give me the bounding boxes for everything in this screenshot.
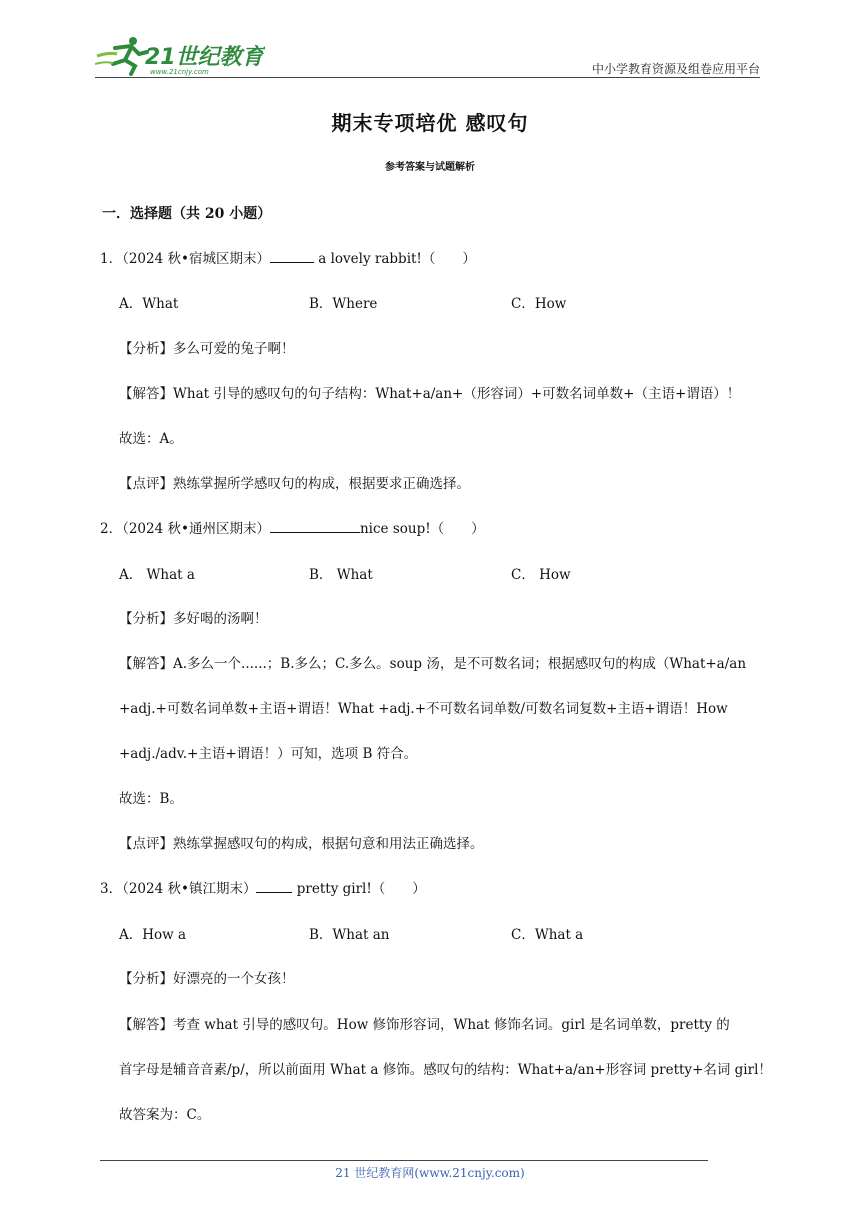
logo-text: 21世纪教育 [145, 45, 264, 70]
question-number: 1． [100, 251, 123, 267]
answer-text: +adj./adv.+主语+谓语！）可知，选项 B 符合。 [119, 746, 418, 762]
question-2 [100, 517, 485, 537]
answer-text: 【解答】What 引导的感叹句的句子结构：What+a/an+（形容词）+可数名词单数+（主语+谓语）！ [119, 386, 741, 402]
comment-text: 【点评】熟练掌握感叹句的构成，根据句意和用法正确选择。 [119, 836, 484, 852]
header-platform-text: 中小学教育资源及组卷应用平台 [591, 62, 760, 76]
option-b: B． What [309, 567, 373, 583]
choice-text: 故选：B。 [119, 791, 183, 807]
option-b: B．Where [309, 296, 378, 312]
page-subtitle: 参考答案与试题解析 [385, 162, 475, 173]
question-number: 2． [100, 521, 123, 537]
logo-url: www.21cnjy.com [150, 68, 209, 76]
question-stem: pretty girl!（ ） [296, 881, 426, 897]
analysis-text: 【分析】好漂亮的一个女孩！ [119, 971, 295, 987]
question-stem: a lovely rabbit!（ ） [318, 251, 476, 267]
choice-text: 故选：A。 [119, 431, 183, 447]
question-source: （2024 秋•宿城区期末） [122, 251, 270, 267]
header-divider [95, 77, 760, 78]
answer-blank [270, 250, 314, 263]
question-stem: nice soup!（ ） [359, 521, 485, 537]
option-c: C．How [511, 296, 567, 312]
answer-blank [256, 880, 292, 893]
question-3 [100, 877, 426, 897]
answer-text: 【解答】A.多么一个......；B.多么；C.多么。soup 汤，是不可数名词；根据感叹句的构成（What+a/an [119, 656, 747, 672]
analysis-text: 【分析】多么可爱的兔子啊！ [119, 341, 295, 357]
page-title: 期末专项培优 感叹句 [331, 111, 529, 135]
answer-text: 【解答】考查 what 引导的感叹句。How 修饰形容词，What 修饰名词。girl 是名词单数，pretty 的 [119, 1017, 730, 1033]
analysis-text: 【分析】多好喝的汤啊！ [119, 611, 268, 627]
question-number: 3． [100, 881, 123, 897]
page-header [95, 30, 760, 80]
option-c: C． How [511, 567, 571, 583]
option-a: A．How a [119, 927, 187, 943]
question-source: （2024 秋•镇江期末） [122, 881, 257, 897]
option-b: B．What an [309, 927, 390, 943]
footer-divider [100, 1160, 708, 1161]
option-a: A．What [119, 296, 179, 312]
site-logo [95, 34, 265, 76]
answer-blank [270, 520, 360, 533]
answer-text: +adj.+可数名词单数+主语+谓语！What +adj.+不可数名词单数/可数名词复数+主语+谓语！How [119, 701, 728, 717]
option-a: A． What a [119, 567, 195, 583]
section-heading: 一．选择题（共 20 小题） [102, 206, 272, 222]
question-1 [100, 247, 476, 267]
answer-text: 首字母是辅音音素/p/，所以前面用 What a 修饰。感叹句的结构：What+a/an+形容词 pretty+名词 girl！ [119, 1062, 772, 1078]
option-c: C．What a [511, 927, 584, 943]
answer-text: 故答案为：C。 [119, 1107, 211, 1123]
question-source: （2024 秋•通州区期末） [122, 521, 270, 537]
footer-link[interactable]: 21 世纪教育网(www.21cnjy.com) [335, 1166, 525, 1180]
comment-text: 【点评】熟练掌握所学感叹句的构成，根据要求正确选择。 [119, 476, 470, 492]
